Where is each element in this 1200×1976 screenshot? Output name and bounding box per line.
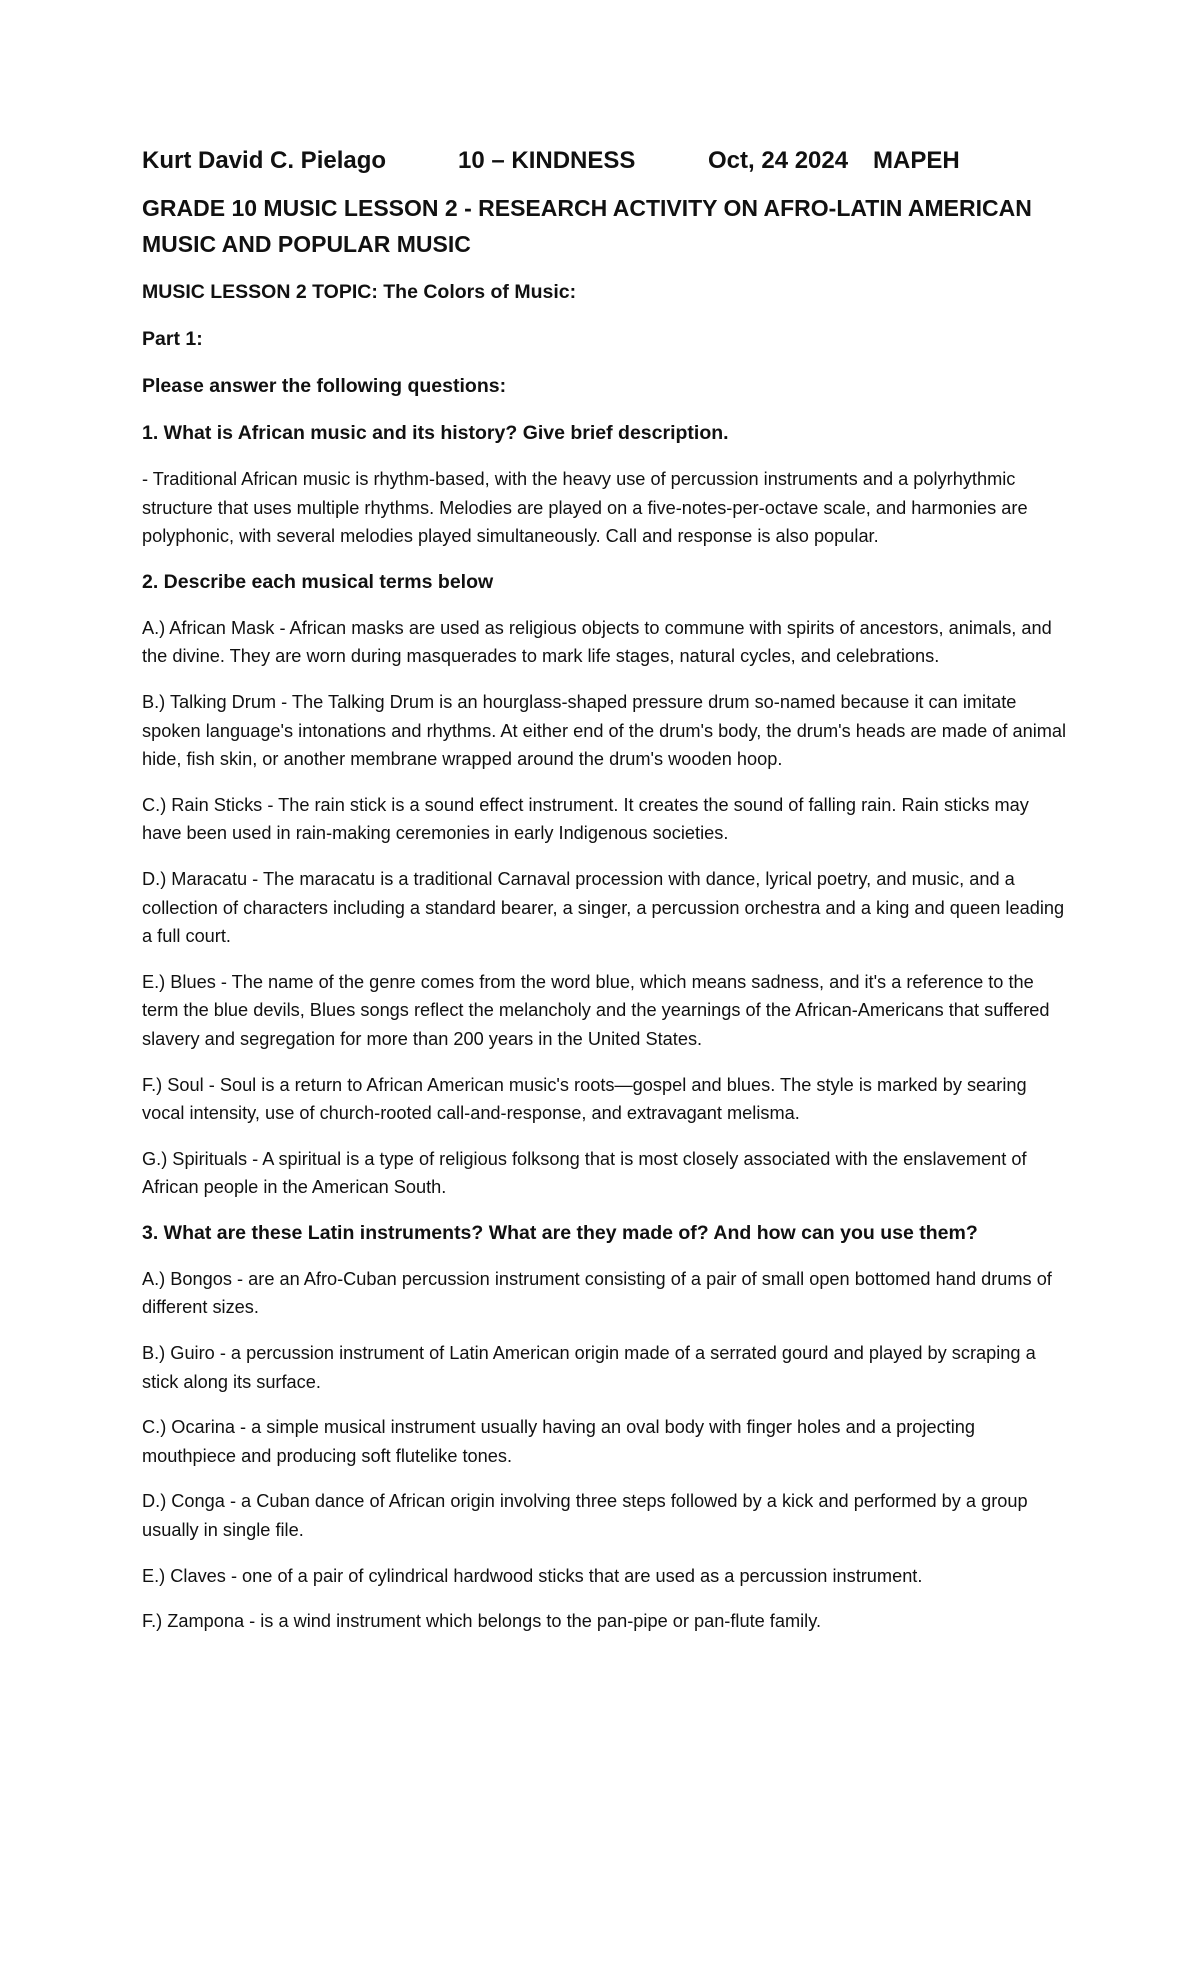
instructions: Please answer the following questions: [142, 375, 507, 397]
instrument-ocarina: C.) Ocarina - a simple musical instrument usually having an oval body with finger holes and a projecting mouthpiece and producing soft flutelike tones. [142, 1417, 975, 1466]
part-heading: Part 1: [142, 328, 203, 350]
document-page [142, 140, 1072, 1653]
lesson-topic: MUSIC LESSON 2 TOPIC: The Colors of Music: [142, 281, 577, 303]
term-soul: F.) Soul - Soul is a return to African American music's roots—gospel and blues. The style is marked by searing vocal intensity, use of church-rooted call-and-response, and extravagant melisma. [142, 1074, 1027, 1124]
answer-1: - Traditional African music is rhythm-based, with the heavy use of percussion instruments and a polyrhythmic structure that uses multiple rhythms. Melodies are played on a five-notes-per-octave scale, and harmonies are polyphonic, with several melodies played simultaneously. Call and response is also popular. [142, 469, 1028, 547]
term-blues: E.) Blues - The name of the genre comes from the word blue, which means sadness, and it's a reference to the term the blue devils, Blues songs reflect the melancholy and the yearnings of the African-Americans that suffered slavery and segregation for more than 200 years in the United States. [142, 971, 1050, 1049]
question-2: 2. Describe each musical terms below [142, 570, 494, 593]
header-line [142, 140, 1072, 182]
question-3: 3. What are these Latin instruments? What are they made of? And how can you use them? [142, 1221, 978, 1244]
document-title: GRADE 10 MUSIC LESSON 2 - RESEARCH ACTIVITY ON AFRO-LATIN AMERICAN MUSIC AND POPULAR MUSIC [142, 195, 1032, 257]
term-talking-drum: B.) Talking Drum - The Talking Drum is an hourglass-shaped pressure drum so-named because it can imitate spoken language's intonations and rhythms. At either end of the drum's body, the drum's heads are made of animal hide, fish skin, or another membrane wrapped around the drum's wooden hoop. [142, 691, 1067, 770]
class-section: 10 – KINDNESS [458, 147, 636, 174]
question-1: 1. What is African music and its history? Give brief description. [142, 422, 729, 444]
term-rain-sticks: C.) Rain Sticks - The rain stick is a sound effect instrument. It creates the sound of falling rain. Rain sticks may have been used in rain-making ceremonies in early Indigenous societies. [142, 794, 1029, 844]
term-maracatu: D.) Maracatu - The maracatu is a traditional Carnaval procession with dance, lyrical poetry, and music, and a collection of characters including a standard bearer, a singer, a percussion orchestra and a king and queen leading a full court. [142, 868, 1065, 947]
instrument-bongos: A.) Bongos - are an Afro-Cuban percussion instrument consisting of a pair of small open bottomed hand drums of different sizes. [142, 1268, 1052, 1318]
date: Oct, 24 2024 [708, 147, 849, 174]
student-name: Kurt David C. Pielago [142, 147, 387, 174]
instrument-claves: E.) Claves - one of a pair of cylindrical hardwood sticks that are used as a percussion instrument. [142, 1565, 923, 1586]
instrument-conga: D.) Conga - a Cuban dance of African origin involving three steps followed by a kick and performed by a group usually in single file. [142, 1491, 1028, 1541]
instrument-guiro: B.) Guiro - a percussion instrument of Latin American origin made of a serrated gourd and played by scraping a stick along its surface. [142, 1343, 1036, 1392]
term-spirituals: G.) Spirituals - A spiritual is a type of religious folksong that is most closely associated with the enslavement of African people in the American South. [142, 1148, 1027, 1198]
instrument-zampona: F.) Zampona - is a wind instrument which belongs to the pan-pipe or pan-flute family. [142, 1611, 821, 1632]
subject: MAPEH [873, 147, 960, 174]
term-african-mask: A.) African Mask - African masks are used as religious objects to commune with spirits of ancestors, animals, and the divine. They are worn during masquerades to mark life stages, natural cycles, and celebrations. [142, 617, 1052, 667]
